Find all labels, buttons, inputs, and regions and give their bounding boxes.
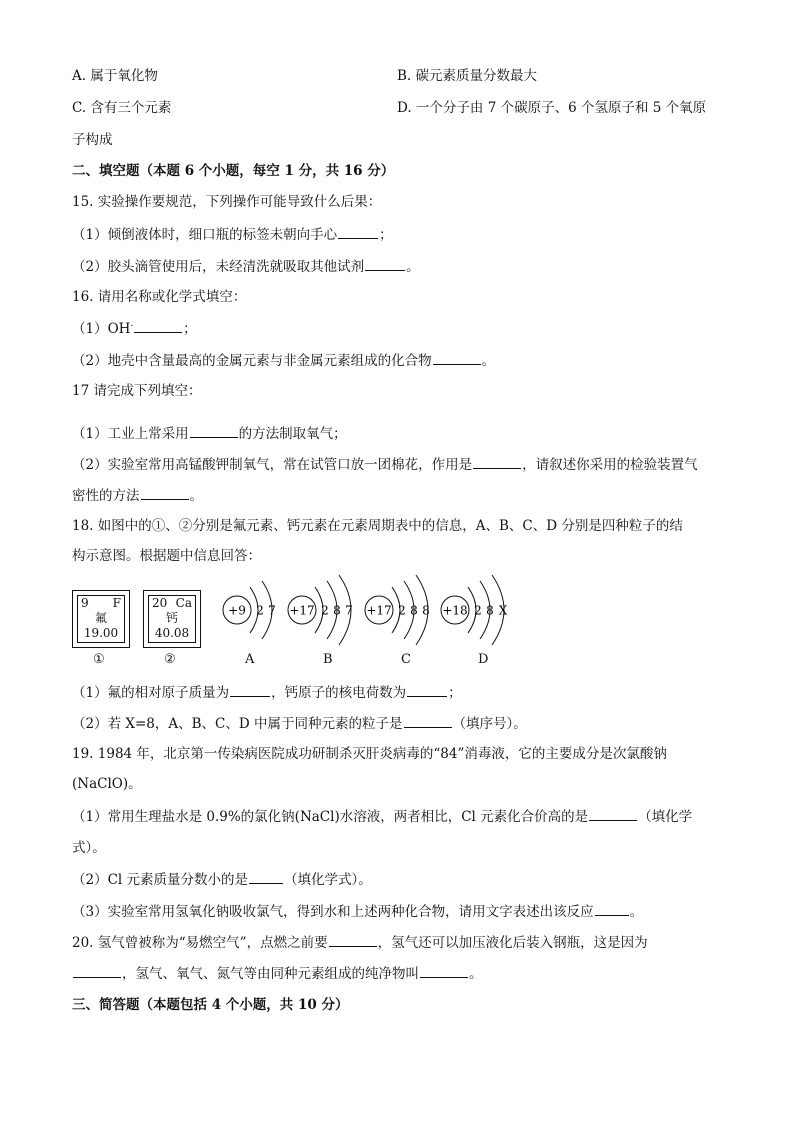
- q20-line2: [72, 963, 483, 984]
- q17-part2-text: （2）实验室常用高锰酸钾制氧气，常在试管口放一团棉花，作用是: [72, 457, 473, 473]
- answer-blank[interactable]: [473, 454, 521, 469]
- shell-count: 2: [256, 603, 264, 618]
- q17-stem: 17 请完成下列填空：: [72, 383, 202, 399]
- atom-label-b: B: [323, 652, 333, 667]
- q18-part2: [72, 713, 527, 734]
- q19-part2-tail: （填化学式）。: [284, 872, 372, 888]
- shell-count: X: [498, 603, 508, 618]
- q16-stem: 16. 请用名称或化学式填空：: [72, 289, 247, 305]
- q20-line1-tail: ，氢气还可以加压液化后装入钢瓶，这是因为: [377, 935, 648, 951]
- q18-part1-text: （1）氟的相对原子质量为: [72, 685, 230, 701]
- option-a: A. 属于氧化物: [72, 68, 158, 84]
- q19-part1-cont: 式）。: [72, 840, 106, 856]
- shell-count: 8: [333, 603, 341, 618]
- q16-part2-end: 。: [481, 353, 496, 369]
- q15-part1-end: ；: [379, 227, 393, 243]
- answer-blank[interactable]: [134, 318, 182, 333]
- q17-part2-cont: [72, 485, 203, 506]
- answer-blank[interactable]: [433, 350, 481, 365]
- option-d-continued: 子构成: [72, 132, 113, 148]
- nucleus-charge: +17: [366, 603, 392, 618]
- answer-blank[interactable]: [365, 256, 405, 271]
- q20-line1: [72, 932, 648, 953]
- q18-stem-cont: 构示意图。根据题中信息回答：: [72, 548, 261, 564]
- answer-blank[interactable]: [338, 224, 378, 239]
- q15-stem: 15. 实验操作要规范，下列操作可能导致什么后果：: [72, 194, 382, 210]
- answer-blank[interactable]: [249, 869, 283, 884]
- section-3-title: 三、简答题（本题包括 4 个小题，共 10 分）: [72, 997, 349, 1013]
- q15-part2: [72, 256, 420, 277]
- q19-stem-cont: (NaClO)。: [72, 776, 142, 792]
- q19-part2: [72, 869, 372, 890]
- q16-part1-end: ；: [183, 321, 197, 337]
- answer-blank[interactable]: [329, 932, 377, 947]
- atomic-mass: 19.00: [83, 626, 119, 640]
- answer-blank[interactable]: [420, 963, 468, 978]
- answer-blank[interactable]: [589, 806, 637, 821]
- answer-blank[interactable]: [230, 682, 270, 697]
- q16-part2-text: （2）地壳中含量最高的金属元素与非金属元素组成的化合物: [72, 353, 432, 369]
- q19-part3: [72, 901, 643, 922]
- q17-part1-text: （1）工业上常采用: [72, 426, 189, 442]
- shell-count: 2: [474, 603, 482, 618]
- atomic-number: 9: [81, 596, 89, 610]
- q16-part1-text: （1）OH: [72, 321, 131, 337]
- q19-part1: [72, 806, 692, 827]
- q19-part1-tail: （填化学: [638, 809, 693, 825]
- q18-part1: [72, 682, 462, 703]
- q16-part2: [72, 350, 495, 371]
- option-b: B. 碳元素质量分数最大: [397, 68, 538, 84]
- atomic-mass: 40.08: [154, 626, 190, 640]
- q18-part1-mid: ，钙原子的核电荷数为: [271, 685, 407, 701]
- q20-line2-end: 。: [469, 966, 483, 982]
- q15-part2-end: 。: [406, 259, 420, 275]
- q20-line1-text: 20. 氢气曾被称为“易燃空气”，点燃之前要: [72, 935, 328, 951]
- option-d: D. 一个分子由 7 个碳原子、6 个氢原子和 5 个氧原: [397, 100, 707, 116]
- nucleus-charge: +9: [228, 603, 246, 618]
- option-c: C. 含有三个元素: [72, 100, 172, 116]
- shell-count: 2: [321, 603, 329, 618]
- shell-count: 7: [345, 603, 353, 618]
- q17-part2: [72, 454, 698, 475]
- nucleus-charge: +18: [442, 603, 468, 618]
- q18-stem: 18. 如图中的①、②分别是氟元素、钙元素在元素周期表中的信息，A、B、C、D 分别是四种粒子的结: [72, 518, 683, 534]
- shell-count: 2: [398, 603, 406, 618]
- answer-blank[interactable]: [141, 485, 189, 500]
- q18-part2-tail: （填序号）。: [452, 716, 527, 732]
- atom-label-c: C: [401, 652, 411, 667]
- element-symbol: Ca: [175, 596, 192, 610]
- nucleus-charge: +17: [289, 603, 315, 618]
- answer-blank[interactable]: [404, 713, 452, 728]
- shell-count: 8: [422, 603, 430, 618]
- atom-d: [441, 575, 508, 645]
- element-name: 氟: [94, 611, 107, 625]
- q15-part2-text: （2）胶头滴管使用后，未经清洗就吸取其他试剂: [72, 259, 365, 275]
- shell-count: 7: [268, 603, 276, 618]
- tile-label-1: ①: [93, 652, 105, 667]
- answer-blank[interactable]: [595, 901, 629, 916]
- q18-part2-text: （2）若 X=8，A、B、C、D 中属于同种元素的粒子是: [72, 716, 403, 732]
- q19-part3-text: （3）实验室常用氢氧化钠吸收氯气，得到水和上述两种化合物，请用文字表述出该反应: [72, 904, 594, 920]
- q18-part1-end: ；: [448, 685, 462, 701]
- q17-part2-end: 。: [189, 488, 203, 504]
- answer-blank[interactable]: [73, 963, 121, 978]
- shell-count: 8: [410, 603, 418, 618]
- q17-part2-tail: ，请叙述你采用的检验装置气: [522, 457, 698, 473]
- q17-part2-cont-text: 密性的方法: [72, 488, 140, 504]
- q19-part2-text: （2）Cl 元素质量分数小的是: [72, 872, 249, 888]
- q19-part1-text: （1）常用生理盐水是 0.9%的氯化钠(NaCl)水溶液，两者相比，Cl 元素化合价高的是: [72, 809, 589, 825]
- q19-stem: 19. 1984 年，北京第一传染病医院成功研制杀灭肝炎病毒的“84”消毒液，它的主要成分是次氯酸钠: [72, 746, 667, 762]
- q15-part1-text: （1）倾倒液体时，细口瓶的标签未朝向手心: [72, 227, 338, 243]
- answer-blank[interactable]: [407, 682, 447, 697]
- element-symbol: F: [112, 596, 121, 610]
- answer-blank[interactable]: [190, 423, 238, 438]
- atomic-number: 20: [152, 596, 168, 610]
- q15-part1: [72, 224, 393, 245]
- atom-a: [223, 581, 276, 639]
- element-name: 钙: [165, 611, 178, 625]
- q17-part1: [72, 423, 347, 444]
- q20-line2-text: ，氢气、氧气、氮气等由同种元素组成的纯净物叫: [122, 966, 419, 982]
- atom-b: [288, 575, 353, 645]
- tile-label-2: ②: [164, 652, 176, 667]
- q16-part1: [72, 318, 197, 339]
- atom-structure-diagrams: [0, 570, 794, 660]
- atom-c: [365, 575, 430, 645]
- section-2-title: 二、填空题（本题 6 个小题，每空 1 分，共 16 分）: [72, 163, 395, 179]
- q17-part1-tail: 的方法制取氧气；: [238, 426, 347, 442]
- q19-part3-end: 。: [629, 904, 644, 920]
- shell-count: 8: [486, 603, 494, 618]
- atom-label-d: D: [478, 652, 489, 667]
- atom-label-a: A: [245, 652, 255, 667]
- q16-charge: -: [130, 320, 134, 330]
